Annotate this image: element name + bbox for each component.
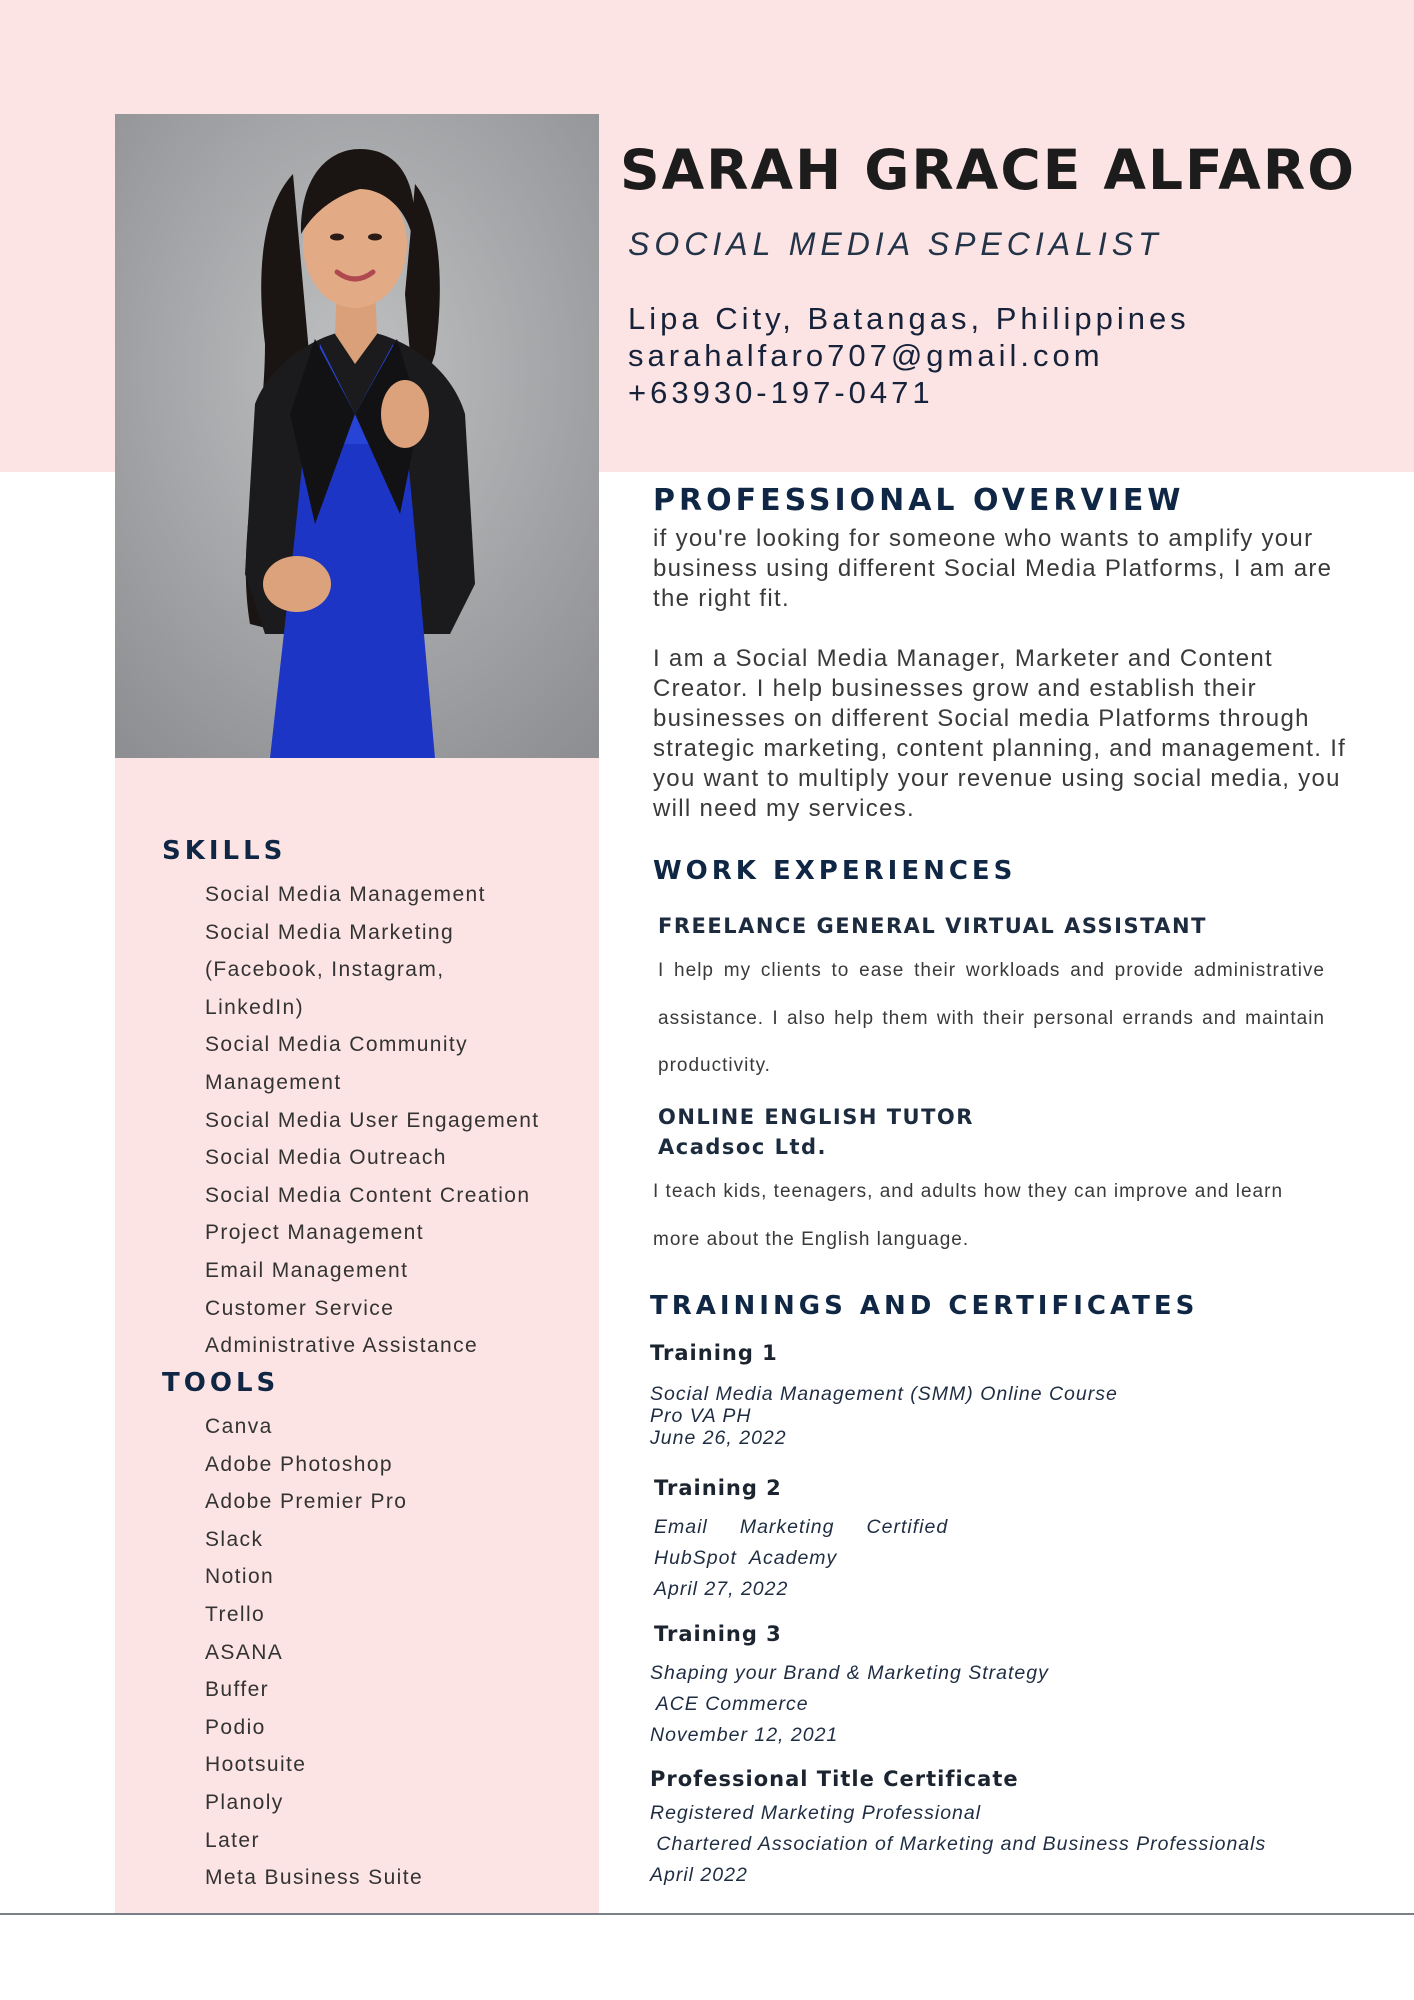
skill-item: Social Media Marketing — [205, 920, 455, 944]
tool-item: Buffer — [205, 1678, 270, 1702]
certificate-name: Registered Marketing Professional — [650, 1802, 982, 1824]
tools-list — [205, 1408, 423, 1897]
skill-item: (Facebook, Instagram, — [205, 958, 445, 982]
skill-item: Social Media Community — [205, 1033, 469, 1057]
training-3-label: Training 3 — [654, 1622, 782, 1646]
profile-photo — [115, 114, 599, 758]
overview-heading: PROFESSIONAL OVERVIEW — [653, 483, 1185, 518]
tool-item: Podio — [205, 1715, 266, 1739]
tool-item: Planoly — [205, 1790, 284, 1814]
training-3-name: Shaping your Brand & Marketing Strategy — [650, 1662, 1049, 1684]
job-title: SOCIAL MEDIA SPECIALIST — [628, 226, 1163, 262]
job-description-english-tutor: I teach kids, teenagers, and adults how they can improve and learn more about the English language. — [653, 1181, 1284, 1250]
trainings-heading: TRAININGS AND CERTIFICATES — [650, 1291, 1199, 1321]
training-3-org: ACE Commerce — [650, 1693, 809, 1715]
job-title-english-tutor: ONLINE ENGLISH TUTOR — [658, 1105, 974, 1129]
overview-paragraph-1: if you're looking for someone who wants to amplify your business using different Social Media Platforms, I am are the right fit. — [653, 525, 1333, 612]
certificate-label: Professional Title Certificate — [650, 1767, 1019, 1791]
skill-item: Social Media Outreach — [205, 1146, 447, 1170]
skill-item: Project Management — [205, 1221, 424, 1245]
training-1-date: June 26, 2022 — [650, 1427, 787, 1449]
skill-item: Administrative Assistance — [205, 1334, 479, 1358]
training-2-label: Training 2 — [654, 1476, 782, 1500]
tool-item: ASANA — [205, 1640, 284, 1664]
training-1-name: Social Media Management (SMM) Online Course — [650, 1383, 1118, 1405]
tool-item: Trello — [205, 1602, 266, 1626]
training-1-org: Pro VA PH — [650, 1405, 752, 1427]
skill-item: Management — [205, 1070, 342, 1094]
certificate-org: Chartered Association of Marketing and Business Professionals — [650, 1833, 1267, 1855]
tool-item: Later — [205, 1828, 260, 1852]
job-description-virtual-assistant: I help my clients to ease their workloads and provide administrative assistance. I also help them with their personal errands and maintain productivity. — [658, 960, 1325, 1076]
overview-paragraph-2: I am a Social Media Manager, Marketer and Content Creator. I help businesses grow and establish their businesses on different Social media Platforms through strategic marketing, content planning, and management. If you want to multiply your revenue using social media, you will need my services. — [653, 645, 1347, 822]
skills-list — [205, 876, 540, 1365]
certificate-date: April 2022 — [650, 1864, 748, 1886]
skill-item: Social Media Management — [205, 883, 486, 906]
training-1-label: Training 1 — [650, 1341, 778, 1365]
tool-item: Adobe Premier Pro — [205, 1490, 408, 1514]
skill-item: Social Media Content Creation — [205, 1183, 531, 1207]
tool-item: Canva — [205, 1415, 273, 1438]
work-heading: WORK EXPERIENCES — [653, 856, 1017, 886]
phone-text: +63930-197-0471 — [628, 375, 934, 410]
location-text: Lipa City, Batangas, Philippines — [628, 301, 1190, 336]
overview-text — [653, 524, 1373, 854]
skills-heading: SKILLS — [162, 836, 287, 866]
tools-heading: TOOLS — [162, 1368, 280, 1398]
email-text: sarahalfaro707@gmail.com — [628, 338, 1104, 373]
skill-item: Customer Service — [205, 1296, 395, 1320]
skill-item: Email Management — [205, 1258, 409, 1282]
bottom-divider — [0, 1913, 1414, 1915]
skill-item: Social Media User Engagement — [205, 1108, 540, 1132]
job-title-virtual-assistant: FREELANCE GENERAL VIRTUAL ASSISTANT — [658, 914, 1207, 938]
job-company-acadsoc: Acadsoc Ltd. — [658, 1135, 828, 1159]
training-2-name: Email Marketing Certified — [654, 1516, 949, 1538]
contact-info — [628, 300, 1190, 411]
tool-item: Adobe Photoshop — [205, 1452, 393, 1476]
training-2-org: HubSpot Academy — [654, 1547, 838, 1569]
training-2-date: April 27, 2022 — [654, 1578, 789, 1600]
skill-item: LinkedIn) — [205, 995, 304, 1019]
tool-item: Meta Business Suite — [205, 1866, 424, 1890]
tool-item: Slack — [205, 1527, 264, 1551]
tool-item: Hootsuite — [205, 1753, 307, 1777]
tool-item: Notion — [205, 1565, 275, 1589]
candidate-name: SARAH GRACE ALFARO — [620, 138, 1356, 202]
training-3-date: November 12, 2021 — [650, 1724, 839, 1746]
